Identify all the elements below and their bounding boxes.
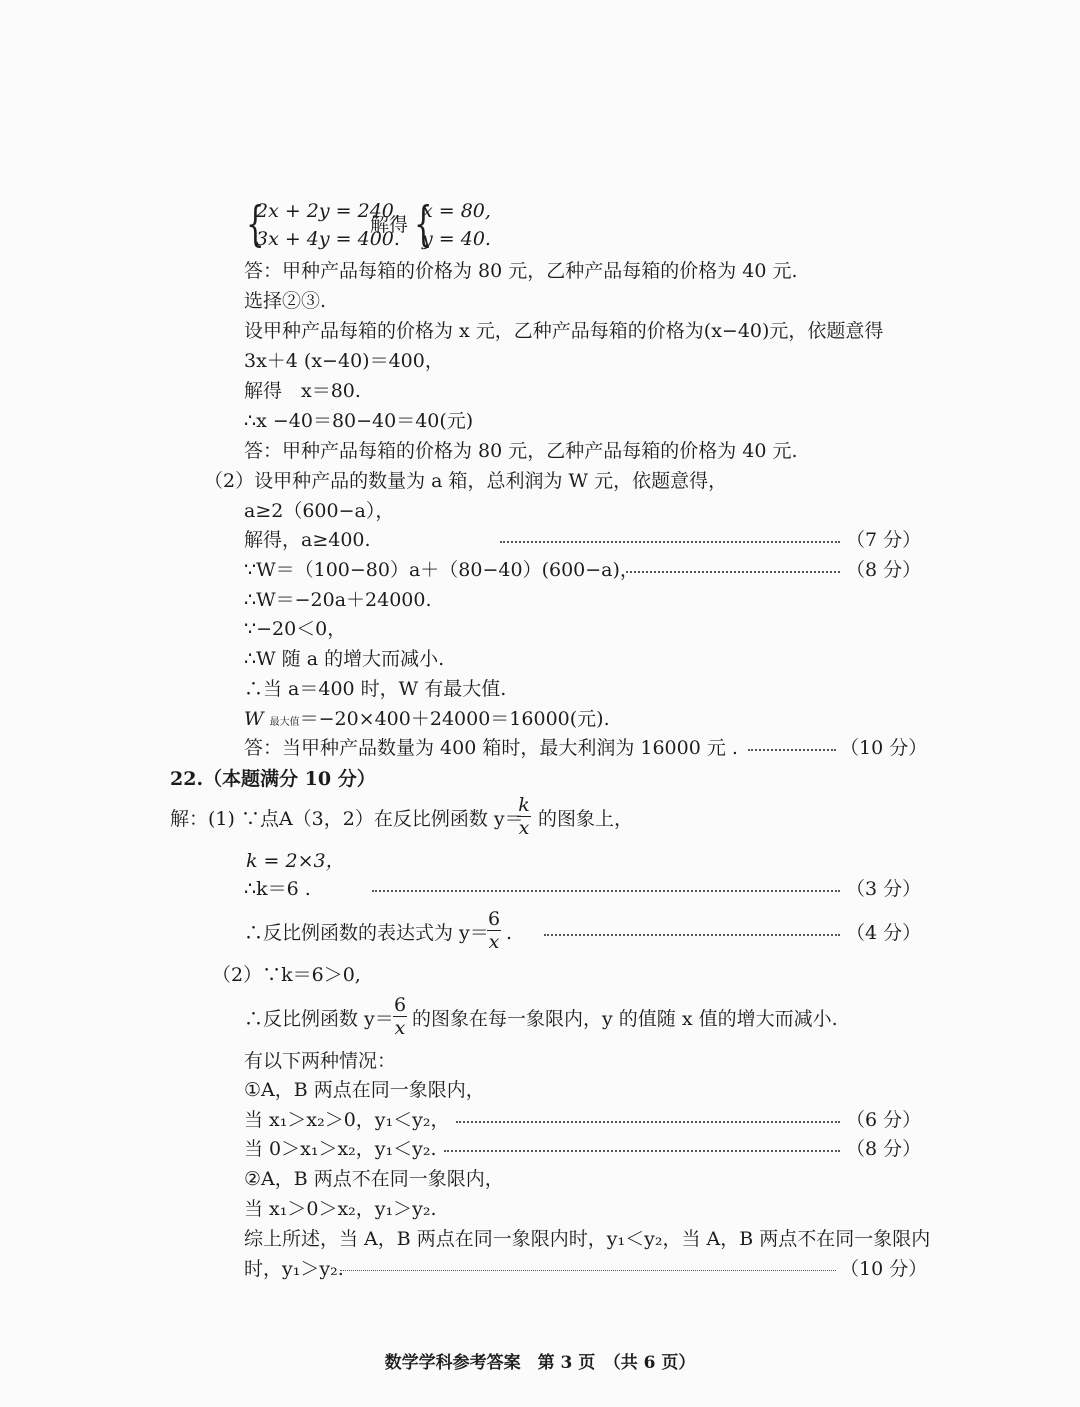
part2-coef: ∵−20＜0，	[244, 618, 347, 640]
score-8b: （8 分）	[846, 1138, 922, 1160]
cases-intro: 有以下两种情况：	[244, 1050, 397, 1072]
solve-line: 解得 x＝80.	[244, 380, 361, 402]
part2-max-value	[244, 706, 610, 736]
case-1a: 当 x₁＞x₂＞0，y₁＜y₂，	[244, 1109, 450, 1131]
therefore-line: ∴x −40＝80−40＝40(元)	[244, 410, 474, 432]
left-brace-1: {	[246, 196, 265, 252]
dot-leader	[626, 557, 840, 573]
case-1: ①A，B 两点在同一象限内，	[244, 1079, 485, 1101]
dot-leader	[544, 920, 840, 936]
summary-1: 综上所述，当 A，B 两点在同一象限内时，y₁＜y₂，当 A，B 两点不在同一象限内	[244, 1228, 931, 1250]
max-value-calc: ＝−20×400＋24000＝16000(元).	[299, 708, 610, 730]
expr-suffix: .	[506, 922, 513, 944]
dot-leader	[748, 735, 836, 751]
k-value: ∴k＝6 .	[244, 878, 311, 900]
dot-leader	[444, 1136, 840, 1152]
score-4: （4 分）	[846, 922, 922, 944]
k-equation: k = 2×3，	[246, 850, 345, 872]
summary-2: 时，y₁＞y₂.	[244, 1258, 344, 1280]
expr-prefix: ∴反比例函数的表达式为 y＝	[244, 922, 489, 944]
fraction-k-over-x	[516, 794, 532, 839]
dot-leader	[372, 876, 840, 892]
system-eq-1: 2x + 2y = 240,	[256, 200, 400, 222]
left-brace-2: {	[414, 196, 433, 252]
score-3: （3 分）	[846, 878, 922, 900]
part2-setup: （2）设甲种产品的数量为 a 箱，总利润为 W 元，依题意得，	[204, 470, 728, 492]
setup-line: 设甲种产品每箱的价格为 x 元，乙种产品每箱的价格为(x−40)元，依题意得	[244, 320, 884, 342]
part2-inequality: a≥2（600−a），	[244, 500, 395, 522]
case-2a: 当 x₁＞0＞x₂，y₁＞y₂.	[244, 1198, 437, 1220]
score-7: （7 分）	[846, 529, 922, 551]
case-2: ②A，B 两点不在同一象限内，	[244, 1168, 504, 1190]
q22-part1-suffix: 的图象上，	[538, 808, 634, 830]
dot-leader	[456, 1107, 840, 1123]
fraction-denominator: x	[518, 817, 530, 839]
w-symbol: W	[244, 708, 264, 730]
fraction-numerator: 6	[393, 994, 407, 1016]
part2-w-expression: ∵W＝（100−80）a＋（80−40）(600−a)，	[244, 559, 639, 581]
part2-answer: 答：当甲种产品数量为 400 箱时，最大利润为 16000 元 .	[244, 737, 738, 759]
fraction-numerator: k	[518, 794, 530, 816]
page-footer: 数学学科参考答案 第 3 页 （共 6 页）	[384, 1353, 696, 1373]
fraction-numerator: 6	[487, 908, 501, 930]
case-1b: 当 0＞x₁＞x₂，y₁＜y₂.	[244, 1138, 437, 1160]
q22-part1	[170, 806, 524, 832]
part2-w-simplified: ∴W＝−20a＋24000.	[244, 589, 432, 611]
q22-part2-line2-prefix: ∴反比例函数 y＝	[244, 1008, 394, 1030]
answer-line-2: 答：甲种产品每箱的价格为 80 元，乙种产品每箱的价格为 40 元.	[244, 440, 798, 462]
part2-decreasing: ∴W 随 a 的增大而减小.	[244, 648, 445, 670]
result-eq-2: y = 40.	[422, 228, 491, 250]
score-10: （10 分）	[840, 737, 928, 759]
part2-solve: 解得，a≥400.	[244, 529, 371, 551]
q22-part2-line2-suffix: 的图象在每一象限内，y 的值随 x 值的增大而减小.	[412, 1008, 838, 1030]
choice-line: 选择②③.	[244, 290, 327, 312]
answer-line-1: 答：甲种产品每箱的价格为 80 元，乙种产品每箱的价格为 40 元.	[244, 260, 798, 282]
fraction-denominator: x	[488, 931, 500, 953]
system-eq-2: 3x + 4y = 400.	[256, 228, 400, 250]
score-6: （6 分）	[846, 1109, 922, 1131]
score-10b: （10 分）	[840, 1258, 928, 1280]
result-eq-1: x = 80,	[422, 200, 491, 222]
fraction-6-over-x-2	[392, 994, 408, 1039]
fraction-denominator: x	[394, 1017, 406, 1039]
part2-max: ∴当 a＝400 时，W 有最大值.	[244, 678, 507, 700]
solve-word: 解得	[370, 214, 409, 236]
fraction-6-over-x	[486, 908, 502, 953]
w-subscript: 最大值	[269, 717, 300, 728]
dot-leader	[500, 527, 840, 543]
q22-heading: 22.（本题满分 10 分）	[170, 768, 376, 790]
q22-part1-prefix: 解：(1) ∵点A（3，2）在反比例函数 y＝	[170, 808, 524, 830]
equation-line: 3x＋4 (x−40)＝400，	[244, 350, 444, 372]
q22-part2-line1: （2）∵k＝6＞0,	[212, 964, 361, 986]
score-8: （8 分）	[846, 559, 922, 581]
dot-leader	[340, 1256, 836, 1271]
